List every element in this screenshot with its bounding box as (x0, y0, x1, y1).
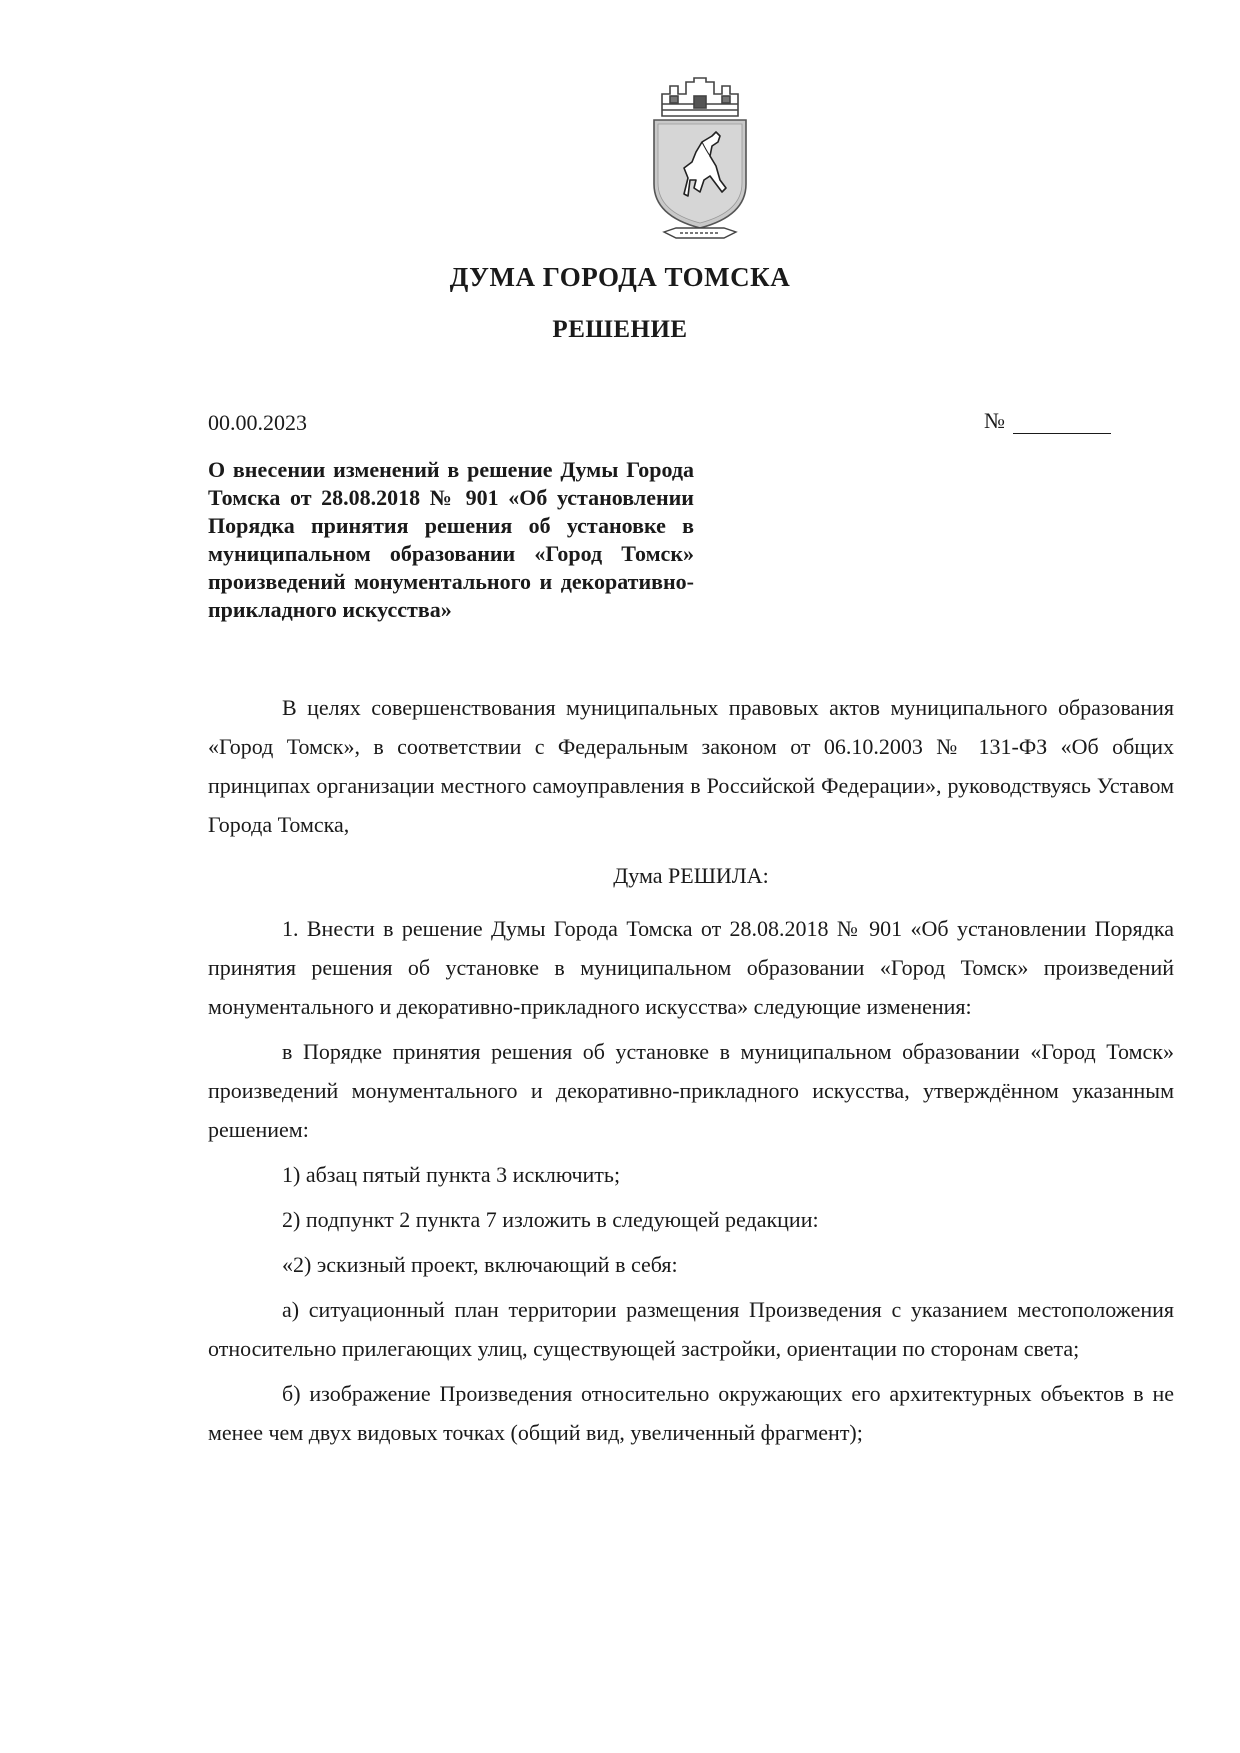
document-date: 00.00.2023 (208, 410, 307, 435)
subitem-b: б) изображение Произведения относительно окружающих его архитектурных объектов в не менее чем двух видовых точках (общий вид, увеличенный фрагмент); (208, 1381, 1174, 1445)
preamble-paragraph: В целях совершенствования муниципальных правовых актов муниципального образования «Город Томск», в соответствии с Федеральным законом от 06.10.2003 № 131-ФЗ «Об общих принципах организации местного самоуправления в Российской Федерации», руководствуясь Уставом Города Томска, (208, 695, 1174, 837)
document-subject: О внесении изменений в решение Думы Города Томска от 28.08.2018 № 901 «Об установлении Порядка принятия решения об установке в муниципальном образовании «Город Томск» произведений монументального и декоративно-прикладного искусства» (208, 457, 694, 622)
number-label: № (984, 408, 1005, 433)
document-number (984, 408, 1111, 434)
subitem-2: 2) подпункт 2 пункта 7 изложить в следующей редакции: (282, 1207, 819, 1232)
tomsk-coat-of-arms-icon (640, 76, 760, 246)
council-title: ДУМА ГОРОДА ТОМСКА (449, 262, 791, 292)
subitem-a: а) ситуационный план территории размещения Произведения с указанием местоположения относительно прилегающих улиц, существующей застройки, ориентации по сторонам света; (208, 1297, 1174, 1361)
subitem-1: 1) абзац пятый пункта 3 исключить; (282, 1162, 621, 1187)
item-1-paragraph: 1. Внести в решение Думы Города Томска от 28.08.2018 № 901 «Об установлении Порядка принятия решения об установке в муниципальном образовании «Город Томск» произведений монументального и декоративно-прикладного искусства» следующие изменения: (208, 916, 1174, 1019)
document-body (208, 688, 1174, 1452)
resolved-heading: Дума РЕШИЛА: (613, 863, 769, 888)
quote-start: «2) эскизный проект, включающий в себя: (282, 1252, 678, 1277)
document-type: РЕШЕНИЕ (552, 316, 688, 343)
number-blank-line (1013, 411, 1111, 434)
order-intro-paragraph: в Порядке принятия решения об установке в муниципальном образовании «Город Томск» произведений монументального и декоративно-прикладного искусства, утверждённом указанным решением: (208, 1039, 1174, 1142)
